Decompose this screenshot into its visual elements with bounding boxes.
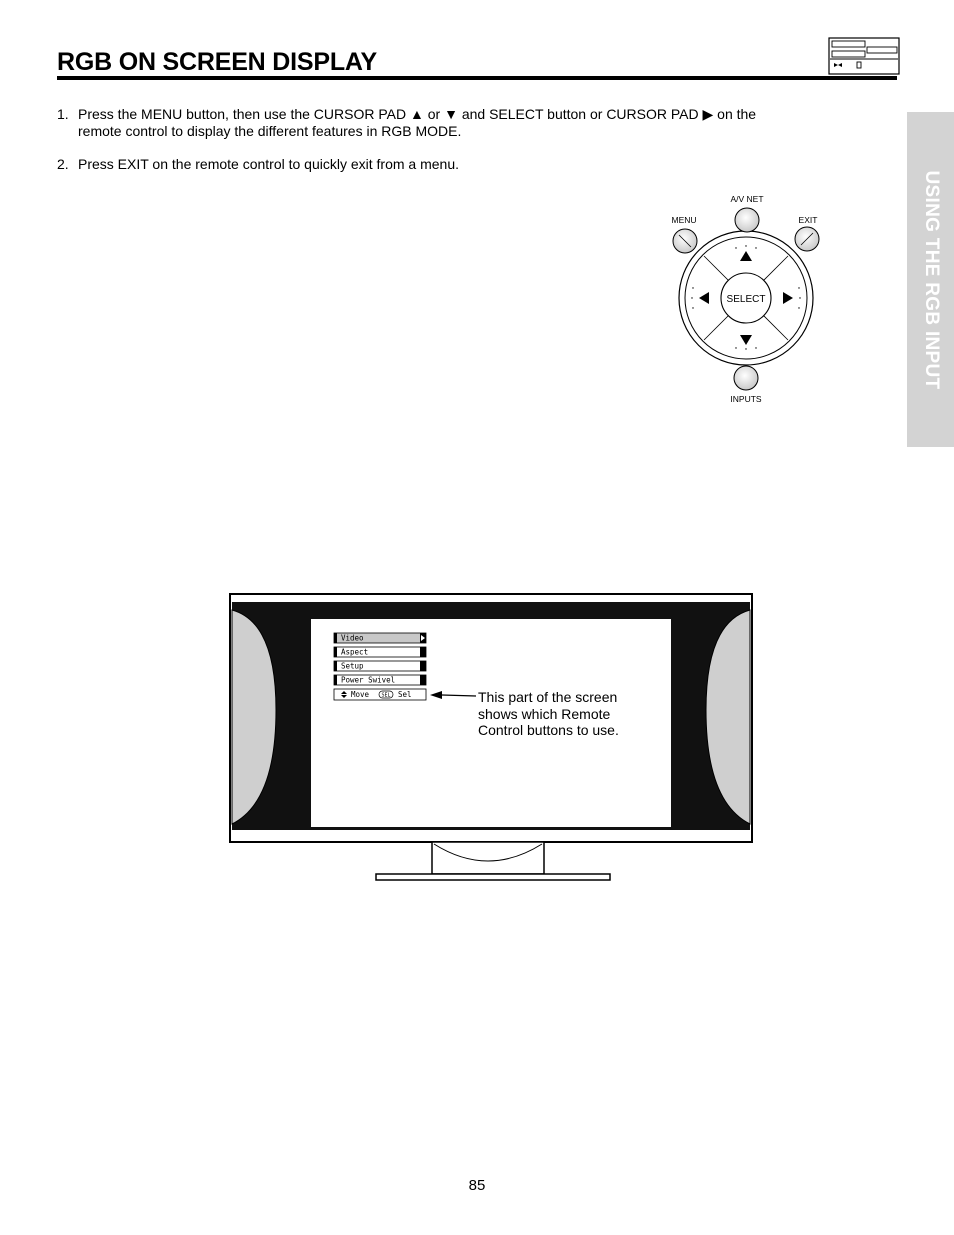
remote-control-cursor-pad-icon [662,188,832,408]
osd-item-label: Power Swivel [341,675,396,685]
osd-item-label: Setup [341,661,364,671]
step-text: Press the MENU button, then use the CURSOR PAD ▲ or ▼ and SELECT button or CURSOR PAD ▶ on the remote control to display the different features in RGB MODE. [78,106,757,139]
title-rule [57,76,897,80]
side-tab-label: USING THE RGB INPUT [920,170,942,389]
osd-menu-item [334,633,426,643]
osd-help-bar [334,689,426,700]
section-side-tab [907,112,954,447]
exit-button [795,227,819,251]
step-text: Press EXIT on the remote control to quickly exit from a menu. [78,156,460,172]
avnet-button [735,208,759,232]
tv-illustration [228,592,758,887]
inputs-button [734,366,758,390]
inputs-label: INPUTS [730,394,762,404]
osd-item-label: Aspect [341,647,369,657]
projection-tv-icon [828,37,900,75]
select-label: SELECT [726,294,766,305]
osd-move-label: Move [351,690,370,699]
osd-menu-item [334,661,426,671]
step-number: 1. [57,106,69,122]
menu-button [673,229,697,253]
step-number: 2. [57,156,69,172]
osd-menu-item [334,647,426,657]
page-title: RGB ON SCREEN DISPLAY [57,48,377,76]
osd-sel-badge: SEL [381,692,391,699]
callout-text: This part of the screen shows which Remote Control buttons to use. [478,689,619,738]
instruction-list [57,106,787,190]
instruction-step [57,156,787,173]
instruction-step [57,106,787,139]
osd-sel-label: Sel [398,690,412,699]
osd-menu-item [334,675,426,685]
osd-item-label: Video [341,633,364,643]
menu-label: MENU [671,215,697,225]
page-number: 85 [468,1177,486,1194]
exit-label: EXIT [798,215,818,225]
avnet-label: A/V NET [730,194,764,204]
osd-menu [334,633,426,700]
